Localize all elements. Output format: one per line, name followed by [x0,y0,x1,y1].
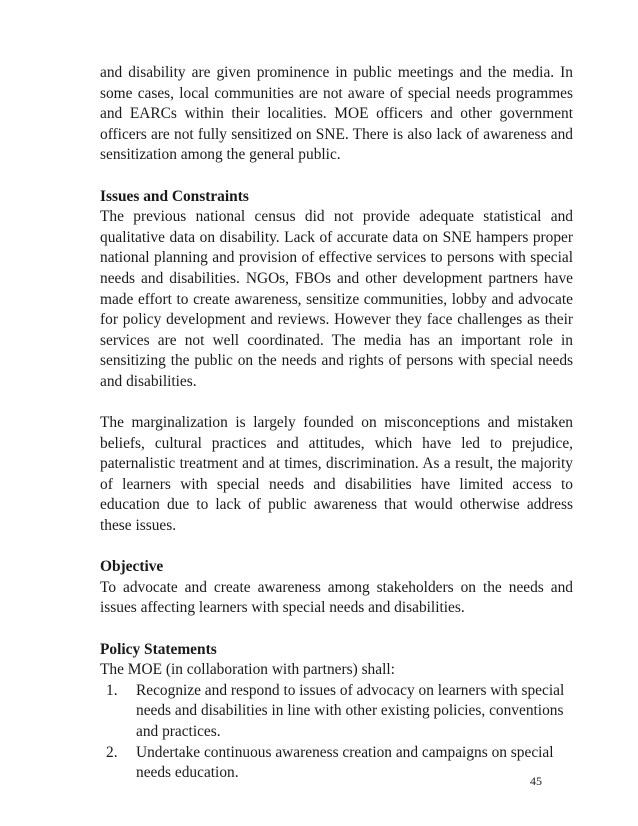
intro-paragraph: and disability are given prominence in public meetings and the media. In some cases, local communities are not aware of special needs programmes and EARCs within their localities. MOE officers and other government officers are not fully sensitized on SNE. There is also lack of awareness and sensitization among the general public. [100,64,573,164]
objective-heading: Objective [100,558,164,576]
list-item [100,743,573,784]
paragraph-spacer [100,619,573,640]
issues-paragraph-2: The marginalization is largely founded on misconceptions and mistaken beliefs, cultural practices and attitudes, which have led to prejudice, paternalistic treatment and at times, discrimination. As a result, the majority of learners with special needs and disabilities have limited access to education due to lack of public awareness that would otherwise address these issues. [100,414,573,535]
list-item-text: Undertake continuous awareness creation and campaigns on special needs education. [136,743,554,782]
issues-paragraph-1: The previous national census did not provide adequate statistical and qualitative data on disability. Lack of accurate data on SNE hampers proper national planning and provision of effective services to persons with special needs and disabilities. NGOs, FBOs and other development partners have made effort to create awareness, sensitize communities, lobby and advocate for policy development and reviews. However they face challenges as their services are not well coordinated. The media has an important role in sensitizing the public on the needs and rights of persons with special needs and disabilities. [100,208,573,390]
policy-heading: Policy Statements [100,640,217,658]
issues-heading: Issues and Constraints [100,187,249,205]
list-item-number: 1. [106,681,118,699]
list-item-number: 2. [106,743,118,761]
paragraph-spacer [100,166,573,187]
list-item [100,681,573,743]
policy-list [100,681,573,784]
document-page [100,63,573,784]
paragraph-spacer [100,393,573,414]
page-number: 45 [530,774,542,788]
list-item-text: Recognize and respond to issues of advocacy on learners with special needs and disabilities in line with other existing policies, conventions and practices. [136,681,565,740]
objective-text: To advocate and create awareness among stakeholders on the needs and issues affecting learners with special needs and disabilities. [100,578,573,617]
paragraph-spacer [100,537,573,558]
policy-lead: The MOE (in collaboration with partners) shall: [100,661,395,679]
